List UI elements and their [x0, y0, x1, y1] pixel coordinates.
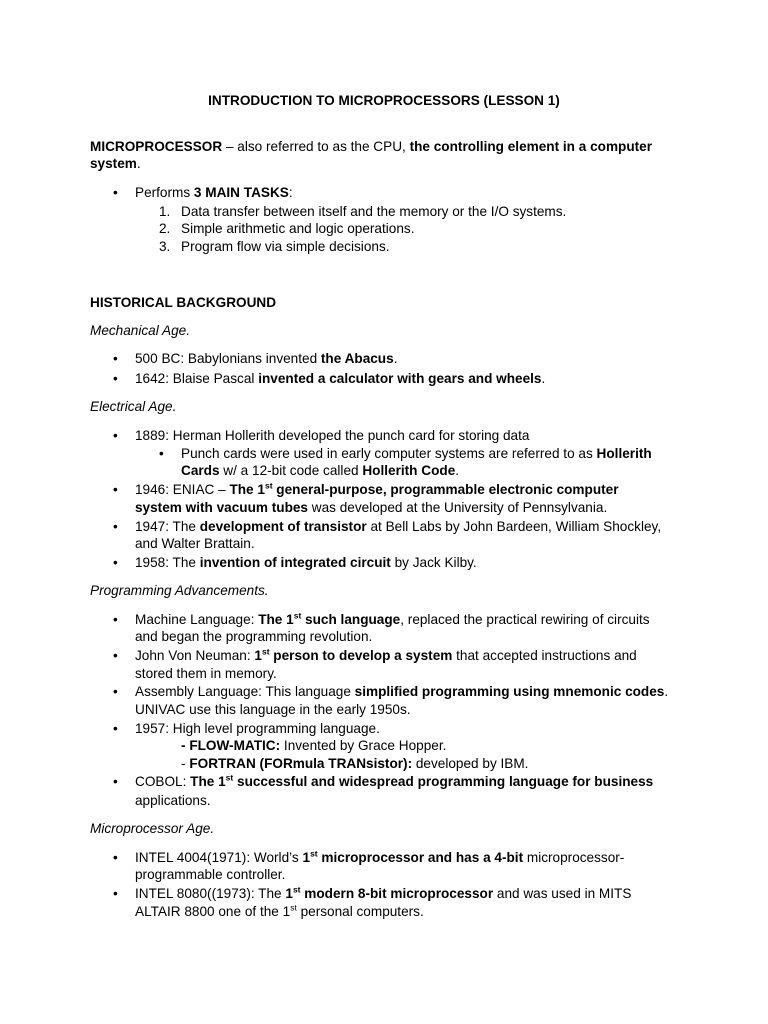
text-bold: - [181, 738, 190, 753]
text-bold: The 1 [258, 612, 294, 627]
text: INTEL 8080((1973): The [135, 886, 286, 901]
text-bold: invention of integrated circuit [199, 555, 391, 570]
text: ALTAIR 8800 one of the 1 [135, 904, 291, 919]
text-bold: modern 8-bit microprocessor [300, 886, 494, 901]
text-bold: microprocessor and has a 4-bit [317, 850, 524, 865]
programming-sub-2 [181, 755, 528, 773]
superscript: st [292, 884, 301, 895]
text: Invented by Grace Hopper. [280, 738, 447, 753]
superscript: st [264, 480, 273, 491]
mechanical-heading: Mechanical Age. [90, 323, 190, 338]
text-bold: Hollerith Code [362, 463, 456, 478]
electrical-bullet-3-cont: and Walter Brattain. [135, 536, 255, 551]
intro-definition: the controlling element in a computer [409, 139, 653, 154]
electrical-bullet-4 [135, 554, 477, 572]
text-bold: FLOW-MATIC: [189, 738, 281, 753]
tasks-bullet [135, 184, 293, 202]
text: microprocessor- [523, 850, 625, 865]
text-bold: The 1 [229, 482, 265, 497]
text: w/ a 12-bit code called [219, 463, 363, 478]
superscript: st [310, 848, 318, 859]
task-item-2: Simple arithmetic and logic operations. [181, 221, 415, 236]
programming-bullet-4: • 1957: High level programming language. [135, 720, 380, 738]
text: 1958: The [135, 555, 200, 570]
text: by Jack Kilby. [390, 555, 477, 570]
text: was developed at the University of Pennsylvania. [308, 500, 608, 515]
superscript: st [293, 610, 302, 621]
task-number-1: 1. [159, 204, 171, 219]
intro-term: MICROPROCESSOR [90, 139, 223, 154]
text: 500 BC: Babylonians invented [135, 351, 321, 366]
text: 1946: ENIAC – [135, 482, 230, 497]
text: Punch cards were used in early computer systems are referred to as [181, 446, 597, 461]
intro-end: . [136, 156, 141, 171]
text: . [541, 371, 546, 386]
electrical-sub-bullet [181, 445, 652, 463]
programming-heading: Programming Advancements. [90, 583, 269, 598]
electrical-bullet-2 [135, 481, 619, 499]
tasks-lead: Performs [135, 185, 194, 200]
text-bold: such language [301, 612, 401, 627]
electrical-bullet-1: • 1889: Herman Hollerith developed the punch card for storing data [135, 427, 529, 445]
text: that accepted instructions and [452, 648, 637, 663]
micro-bullet-1-cont: programmable controller. [135, 867, 286, 882]
text: 1642: Blaise Pascal [135, 371, 259, 386]
superscript: st [225, 772, 234, 783]
text: - [181, 756, 190, 771]
text: Machine Language: [135, 612, 259, 627]
text-bold: Hollerith [596, 446, 652, 461]
text-bold: 1 [254, 648, 262, 663]
text: . [455, 463, 460, 478]
electrical-bullet-3 [135, 518, 661, 536]
text-bold: invented a calculator with gears and wheels [258, 371, 542, 386]
text-bold: successful and widespread programming language for business [233, 774, 654, 789]
micro-bullet-2-cont [135, 903, 424, 921]
programming-sub-1 [181, 737, 446, 755]
text: , replaced the practical rewiring of circuits [400, 612, 650, 627]
electrical-sub-bullet-cont [181, 462, 459, 480]
electrical-bullet-2-cont [135, 499, 607, 517]
text: . [664, 684, 669, 699]
text-bold: 1 [302, 850, 311, 865]
superscript: st [261, 646, 270, 657]
mechanical-bullet-2 [135, 370, 545, 388]
text-bold: 1 [285, 886, 293, 901]
superscript: st [290, 902, 297, 913]
text-bold: person to develop a system [269, 648, 453, 663]
mechanical-bullet-1 [135, 350, 397, 368]
intro-line-2 [90, 155, 141, 173]
programming-bullet-2-cont: stored them in memory. [135, 666, 277, 681]
text: . [393, 351, 398, 366]
programming-bullet-1-cont: and began the programming revolution. [135, 629, 373, 644]
electrical-heading: Electrical Age. [90, 399, 177, 414]
micro-bullet-1 [135, 849, 624, 867]
historical-heading: HISTORICAL BACKGROUND [90, 295, 277, 310]
text: and was used in MITS [493, 886, 632, 901]
intro-mid: – also referred to as the CPU, [222, 139, 410, 154]
text-bold: the Abacus [320, 351, 394, 366]
micro-bullet-2 [135, 885, 631, 903]
task-number-3: 3. [159, 239, 171, 254]
intro-definition-cont: system [90, 156, 137, 171]
text-bold: FORTRAN (FORmula TRANsistor): [189, 756, 413, 771]
programming-bullet-2 [135, 647, 637, 665]
text-bold: simplified programming using mnemonic codes [354, 684, 665, 699]
page-title: INTRODUCTION TO MICROPROCESSORS (LESSON 1) [208, 93, 560, 108]
intro-line-1 [90, 138, 652, 156]
text: developed by IBM. [412, 756, 529, 771]
text-bold: Cards [181, 463, 220, 478]
text-bold: general-purpose, programmable electronic computer [272, 482, 619, 497]
programming-bullet-3 [135, 683, 668, 701]
tasks-lead-end: : [288, 185, 293, 200]
text: COBOL: [135, 774, 191, 789]
text-bold: system with vacuum tubes [135, 500, 308, 515]
text-bold: development of transistor [199, 519, 367, 534]
programming-bullet-1 [135, 611, 650, 629]
text-bold: The 1 [190, 774, 226, 789]
task-number-2: 2. [159, 221, 171, 236]
programming-bullet-3-cont: UNIVAC use this language in the early 1950s. [135, 702, 411, 717]
task-item-3: Program flow via simple decisions. [181, 239, 390, 254]
micro-heading: Microprocessor Age. [90, 821, 215, 836]
text: INTEL 4004(1971): World’s [135, 850, 303, 865]
programming-bullet-5 [135, 773, 653, 791]
text: at Bell Labs by John Bardeen, William Shockley, [366, 519, 662, 534]
text: John Von Neuman: [135, 648, 255, 663]
text: personal computers. [296, 904, 424, 919]
task-item-1: Data transfer between itself and the memory or the I/O systems. [181, 204, 567, 219]
tasks-lead-bold: 3 MAIN TASKS [193, 185, 289, 200]
programming-bullet-5-cont: applications. [135, 793, 211, 808]
text: 1947: The [135, 519, 200, 534]
text: Assembly Language: This language [135, 684, 355, 699]
